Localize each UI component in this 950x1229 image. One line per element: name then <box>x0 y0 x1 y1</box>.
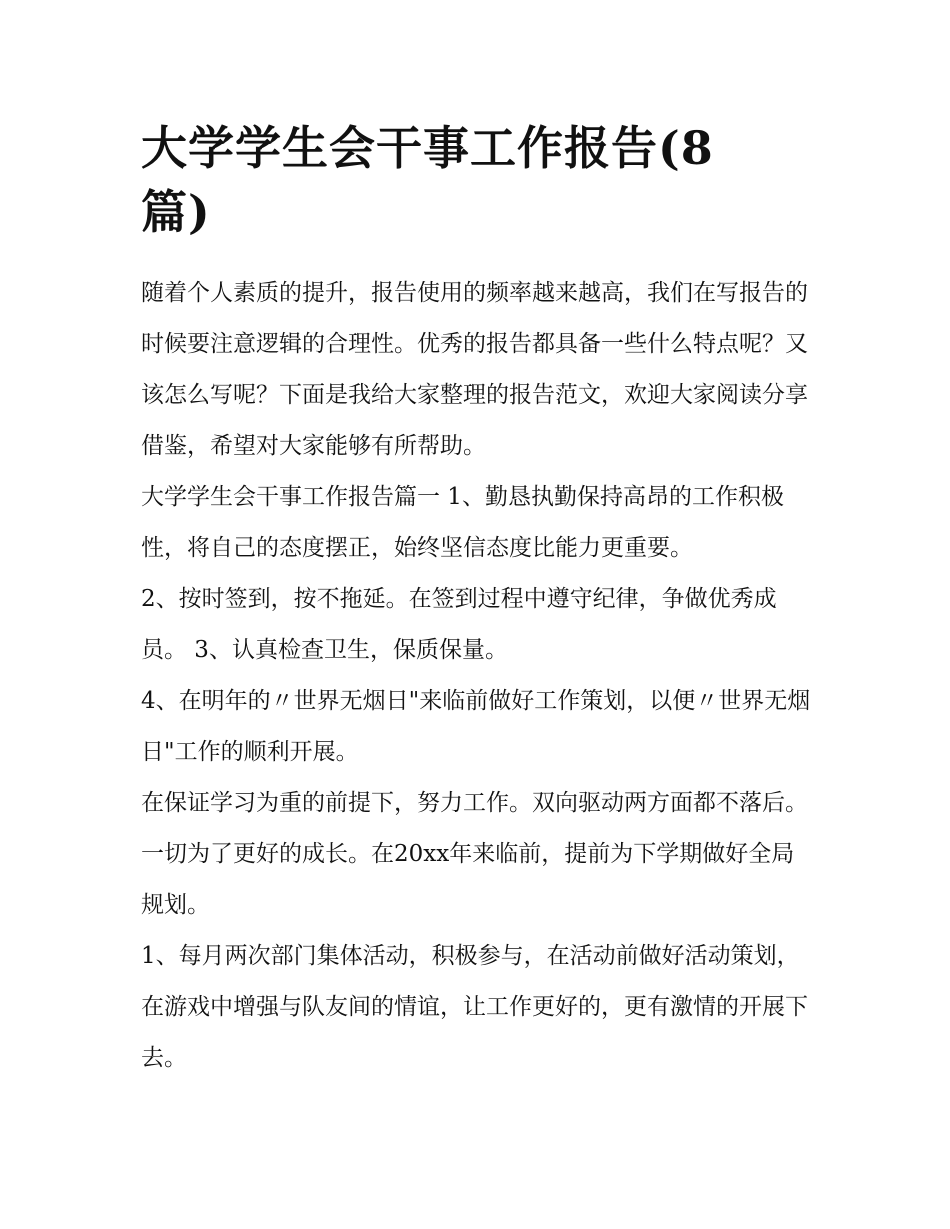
paragraph-item-2-3: 2、按时签到，按不拖延。在签到过程中遵守纪律，争做优秀成员。 3、认真检查卫生，保质保量。 <box>141 586 777 663</box>
paragraph-item-4: 4、在明年的〃世界无烟日"来临前做好工作策划，以便〃世界无烟日"工作的顺利开展。 <box>141 688 811 765</box>
document-title: 大学学生会干事工作报告(8篇) <box>141 121 714 239</box>
paragraph-study-balance: 在保证学习为重的前提下，努力工作。双向驱动两方面都不落后。一切为了更好的成长。在20xx年来临前，提前为下学期做好全局规划。 <box>141 790 808 918</box>
paragraph-intro: 随着个人素质的提升，报告使用的频率越来越高，我们在写报告的时候要注意逻辑的合理性。优秀的报告都具备一些什么特点呢？又该怎么写呢？下面是我给大家整理的报告范文，欢迎大家阅读分享借鉴，希望对大家能够有所帮助。 <box>141 280 808 459</box>
document-body <box>141 268 816 1084</box>
paragraph-activity-1: 1、每月两次部门集体活动，积极参与，在活动前做好活动策划，在游戏中增强与队友间的情谊，让工作更好的，更有激情的开展下去。 <box>141 943 808 1071</box>
paragraph-section-one: 大学学生会干事工作报告篇一 1、勤恳执勤保持高昂的工作积极性，将自己的态度摆正，始终坚信态度比能力更重要。 <box>141 484 784 561</box>
document-page <box>141 116 816 1084</box>
